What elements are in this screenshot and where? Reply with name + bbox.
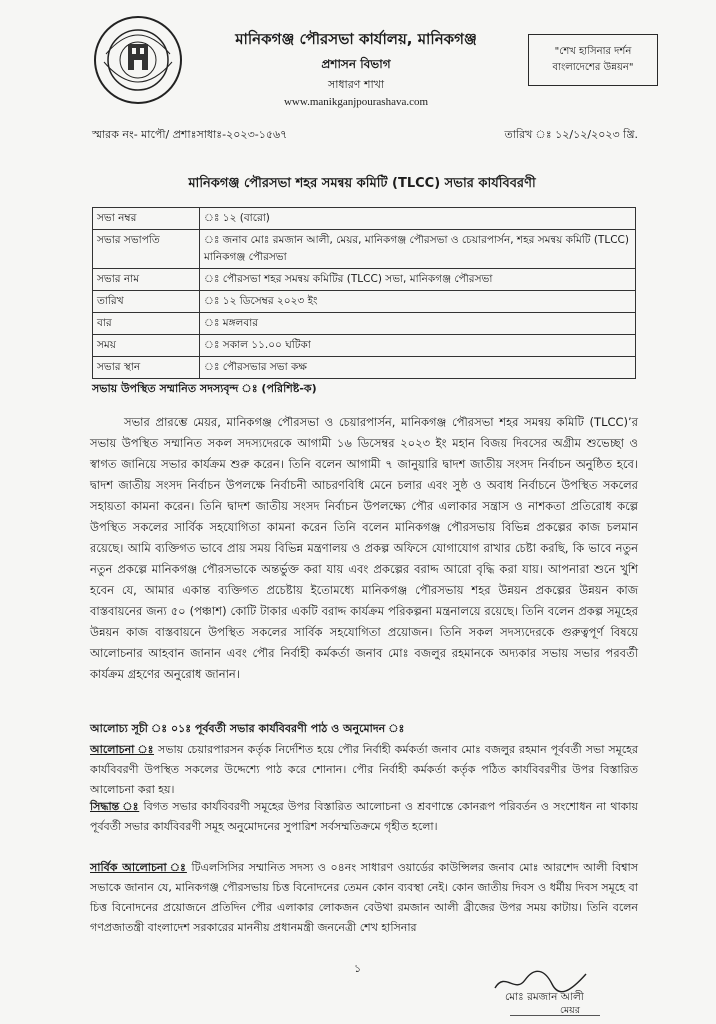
discussion-section: [90, 740, 638, 800]
signatory-designation: মেয়র: [560, 1005, 580, 1016]
table-row: [93, 208, 636, 230]
chair-value: ঃ জনাব মোঃ রমজান আলী, মেয়র, মানিকগঞ্জ পৌরসভা ও চেয়ারপার্সন, শহর সমন্বয় কমিটি (TLCC) মানিকগঞ্জ পৌরসভা: [200, 230, 636, 269]
slogan-line-1: "শেখ হাসিনার দর্শন: [554, 46, 632, 57]
decision-section: [90, 797, 638, 837]
slogan-box: [528, 34, 658, 86]
table-row: [93, 291, 636, 313]
department-name: প্রশাসন বিভাগ: [321, 57, 391, 71]
meeting-date-value: ঃ ১২ ডিসেম্বর ২০২৩ ইং: [200, 291, 636, 313]
day-value: ঃ মঙ্গলবার: [200, 313, 636, 335]
signature-stamp-line: [510, 1015, 600, 1024]
attendees-heading: সভায় উপস্থিত সম্মানিত সদস্যবৃন্দ ঃ (পরিশিষ্ট-ক): [92, 382, 317, 395]
table-row: [93, 357, 636, 379]
meeting-name-label: সভার নাম: [93, 269, 200, 291]
meeting-date-label: তারিখ: [93, 291, 200, 313]
table-row: [93, 230, 636, 269]
opening-paragraph: সভার প্রারম্ভে মেয়র, মানিকগঞ্জ পৌরসভা ও চেয়ারপার্সন, মানিকগঞ্জ পৌরসভা শহর সমন্বয় কমিটি (TLCC)’র সভায় উপস্থিত সম্মানিত সকল সদস্যদেরকে আগামী ১৬ ডিসেম্বর ২০২৩ ইং মহান বিজয় দিবসের অগ্রীম শুভেচ্ছা ও স্বাগত জানিয়ে সভার কার্যক্রম শুরু করেন। তিনি বলেন আগামী ৭ জানুয়ারি দ্বাদশ জাতীয় সংসদ নির্বাচন অনুষ্ঠিত হবে। দ্বাদশ জাতীয় সংসদ নির্বাচন উপলক্ষে নির্বাচনী আচরণবিধি মেনে চলার এবং সুষ্ঠ ও অবাধ নির্বাচনে উপস্থিত সকলের সহায়তা কামনা করেন। তিনি দ্বাদশ জাতীয় সংসদ নির্বাচন উপলক্ষ্যে পৌর এলাকার সন্ত্রাস ও নাশকতা প্রতিরোধ কল্পে উপস্থিত সকলের সার্বিক সহযোগিতা কামনা করেন তিনি বলেন মানিকগঞ্জ পৌরসভায় বিভিন্ন প্রকল্পের কাজ চলমান রয়েছে। আমি ব্যক্তিগত ভাবে প্রায় সময় বিভিন্ন মন্ত্রণালয় ও প্রকল্প অফিসে যোগাযোগ রাখার চেষ্টা করছি, কি ভাবে নতুন নতুন প্রকল্পে মানিকগঞ্জ পৌরসভাকে অন্তর্ভুক্ত করা যায় এবং প্রকল্পের বরাদ্দ আরো বৃদ্ধি করা যায়। আপনারা শুনে খুশি হবেন যে, আমার একান্ত ব্যক্তিগত প্রচেষ্টায় ইতোমধ্যে মানিকগঞ্জ পৌরসভায় শহর উন্নয়ন প্রকল্পের উন্নয়ন কাজ বাস্তবায়নের জন্য ৫০ (পঞ্চাশ) কোটি টাকার একটি বরাদ্দ কার্যক্রম পরিকল্পনা মন্ত্রনালয়ে রয়েছে। তিনি বলেন প্রকল্প সমূহের উন্নয়ন কাজ বাস্তবায়নে উপস্থিত সকলের সার্বিক সহযোগিতা প্রয়োজন। তিনি সকল সদস্যদেরকে গুরুত্বপূর্ণ বিষয়ে আলোচনার আহবান জানান এবং পৌর নির্বাহী কর্মকর্তা জনাব মোঃ বজলুর রহমানকে অদ্যকার সভায় সভার পরবর্তী কার্যক্রম গ্রহণের অনুরোধ জানান।: [90, 415, 638, 681]
meeting-name-value: ঃ পৌরসভা শহর সমন্বয় কমিটির (TLCC) সভা, মানিকগঞ্জ পৌরসভা: [200, 269, 636, 291]
agenda-heading: আলোচ্য সূচী ঃ ০১ঃ পূর্ববর্তী সভার কার্যবিবরণী পাঠ ও অনুমোদন ঃ: [90, 722, 405, 735]
website-url: www.manikganjpourashava.com: [283, 96, 429, 108]
table-row: [93, 269, 636, 291]
document-date: তারিখ ঃ ১২/১২/২০২৩ খ্রি.: [504, 128, 638, 141]
document-title: মানিকগঞ্জ পৌরসভা শহর সমন্বয় কমিটি (TLCC) সভার কার্যবিবরণী: [188, 176, 536, 191]
signatory-name: মোঃ রমজান আলী: [505, 991, 584, 1003]
time-value: ঃ সকাল ১১.০০ ঘটিকা: [200, 335, 636, 357]
decision-label: সিদ্ধান্ত ঃ: [90, 800, 140, 813]
general-discussion-section: [90, 858, 638, 938]
meeting-no-value: ঃ ১২ (বারো): [200, 208, 636, 230]
time-label: সময়: [93, 335, 200, 357]
table-row: [93, 335, 636, 357]
general-discussion-text: টিএলসিসির সম্মানিত সদস্য ও ০৪নং সাধারণ ওয়ার্ডের কাউন্সিলর জনাব মোঃ আরশেদ আলী বিশ্বাস সভাকে জানান যে, মানিকগঞ্জ পৌরসভায় চিত্ত বিনোদনের তেমন কোন ব্যবস্থা নেই। কোন জাতীয় দিবস ও ধর্মীয় দিবস সমূহে বা চিত্ত বিনোদনের প্রয়োজনে প্রতিদিন পৌর এলাকার লোকজন বেউথা রমজান আলী ব্রীজের উপর সময় কাটায়। তিনি বলেন গণপ্রজাতন্ত্রী বাংলাদেশ সরকারের মাননীয় প্রধানমন্ত্রী জননেত্রী শেখ হাসিনার: [90, 861, 638, 934]
decision-text: বিগত সভার কার্যবিবরণী সমূহের উপর বিস্তারিত আলোচনা ও শ্রবণান্তে কোনরূপ পরিবর্তন ও সংশোধন না থাকায় পূর্ববর্তী সভার কার্যবিবরণী সমূহ অনুমোদনের সুপারিশ সর্বসম্মতিক্রমে গৃহীত হলো।: [90, 800, 638, 833]
slogan-line-2: বাংলাদেশের উন্নয়ন": [552, 62, 634, 73]
day-label: বার: [93, 313, 200, 335]
office-title: মানিকগঞ্জ পৌরসভা কার্যালয়, মানিকগঞ্জ: [235, 30, 477, 48]
chair-label: সভার সভাপতি: [93, 230, 200, 269]
municipality-seal-logo: [92, 14, 184, 106]
page-number: ১: [354, 962, 362, 975]
meeting-info-table: [92, 207, 636, 379]
discussion-label: আলোচনা ঃ: [90, 743, 155, 756]
venue-label: সভার স্থান: [93, 357, 200, 379]
discussion-text: সভায় চেয়ারপারসন কর্তৃক নির্দেশিত হয়ে পৌর নির্বাহী কর্মকর্তা জনাব মোঃ বজলুর রহমান পূর্ববর্তী সভা সমূহের কার্যবিবরণী উপস্থিত সকলের উদ্দেশ্যে পাঠ করে শোনান। পৌর নির্বাহী কর্মকর্তা কর্তৃক পঠিত কার্যবিবরণীর উপর বিস্তারিত আলোচনা করা হয়।: [90, 743, 639, 796]
branch-name: সাধারণ শাখা: [327, 78, 385, 91]
memo-number: স্মারক নং- মাপৌ/ প্রশাঃসাধাঃ-২০২৩-১৫৬৭: [92, 128, 288, 141]
table-row: [93, 313, 636, 335]
general-discussion-label: সার্বিক আলোচনা ঃ: [90, 861, 187, 874]
meeting-no-label: সভা নম্বর: [93, 208, 200, 230]
venue-value: ঃ পৌরসভার সভা কক্ষ: [200, 357, 636, 379]
